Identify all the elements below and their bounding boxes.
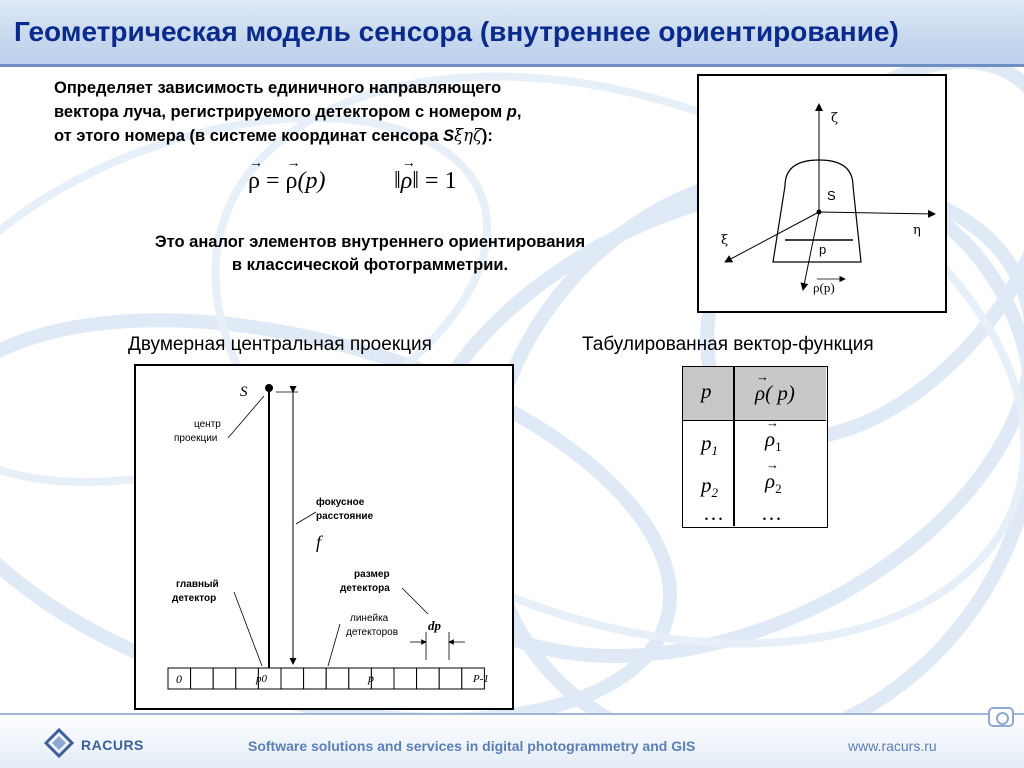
table-header-p: p	[701, 379, 712, 403]
s-label: S	[827, 188, 836, 203]
projection-center-dot	[265, 384, 273, 392]
main-detector-line2: детектор	[172, 593, 217, 604]
formula-rho-of-p	[248, 156, 326, 195]
rho-vector-norm: → ρ	[400, 156, 416, 194]
dp-label: dp	[428, 618, 441, 633]
tabulated-vector-table	[682, 366, 828, 528]
eta-label: η	[913, 223, 921, 238]
rho-ray	[803, 212, 819, 290]
detector-line-leader	[328, 624, 340, 666]
formula-unit-norm	[394, 156, 457, 195]
detector-size-leader	[402, 588, 428, 614]
cell-p0-label: p0	[256, 673, 267, 685]
focal-label-line1: фокусное	[316, 497, 365, 508]
focal-label-line2: расстояние	[316, 511, 374, 522]
s-label: S	[240, 384, 248, 400]
website-link[interactable]: www.racurs.ru	[848, 738, 937, 754]
detector-line-label2: детекторов	[346, 627, 399, 638]
table-row-2-rho: → $\rho_2$	[765, 457, 782, 497]
detector-cell	[191, 668, 214, 689]
table-header-rho-p: → ρ( p)	[755, 369, 795, 405]
intro-line-3: от этого номера (в системе координат сенсора	[54, 127, 443, 145]
center-label-line1: центр	[194, 419, 221, 430]
detector-cell	[236, 668, 259, 689]
intro-line-1: Определяет зависимость единичного направляющего	[54, 79, 502, 97]
racurs-logo-icon	[40, 724, 78, 762]
table-row-3-p: …	[703, 501, 724, 525]
title-bar	[0, 0, 1024, 66]
table-row-1-rho: → $\rho_1$	[765, 415, 782, 455]
tabulated-heading: Табулированная вектор-функция	[582, 334, 874, 355]
cell-0-label: 0	[176, 672, 182, 686]
footer-tagline: Software solutions and services in digital photogrammetry and GIS	[248, 738, 696, 754]
central-projection-diagram	[134, 364, 514, 710]
detector-line-label1: линейка	[350, 613, 389, 624]
detector-size-line1: размер	[354, 569, 390, 580]
intro-line-2-end: ,	[516, 103, 522, 121]
brand-name: RACURS	[81, 737, 144, 753]
detector-cell	[326, 668, 349, 689]
detector-cell	[417, 668, 440, 689]
intro-paragraph	[54, 76, 650, 148]
intro-var-p: p	[506, 103, 517, 121]
detector-cell	[304, 668, 327, 689]
norm-close: ‖	[412, 168, 420, 194]
main-detector-line1: главный	[176, 579, 219, 590]
table-row-3-rho: …	[761, 501, 782, 525]
main-detector-leader	[234, 592, 262, 666]
cell-last-label: P-1	[473, 673, 489, 685]
equals-sign: =	[259, 168, 286, 194]
cell-p-label: p	[368, 671, 374, 685]
intro-line-3-end: ):	[481, 127, 493, 145]
page-title: Геометрическая модель сенсора (внутреннее ориентирование)	[14, 16, 899, 47]
center-label-leader	[228, 396, 264, 438]
sensor-sketch-svg	[699, 76, 945, 311]
detector-size-line2: детектора	[340, 583, 390, 594]
projection-heading: Двумерная центральная проекция	[128, 334, 432, 355]
detector-cell	[213, 668, 236, 689]
detector-cell	[439, 668, 462, 689]
detector-cells	[168, 668, 484, 689]
sensor-coordinate-sketch	[697, 74, 947, 313]
norm-open: ‖	[394, 168, 401, 194]
table-column-separator	[733, 367, 735, 526]
table-row-1-p: $p_1$	[701, 431, 718, 459]
xi-label: ξ	[721, 233, 729, 248]
analog-line-1: Это аналог элементов внутреннего ориентирования	[154, 233, 586, 251]
equals-one: = 1	[419, 168, 457, 194]
zeta-label: ζ	[831, 111, 839, 126]
formula-arg: (p)	[297, 168, 326, 194]
xi-axis	[725, 212, 819, 262]
f-label: f	[316, 532, 322, 552]
footer-bar	[0, 713, 1024, 768]
focal-label-leader	[296, 512, 316, 524]
table-row-2-p: $p_2$	[701, 473, 718, 501]
projection-svg	[136, 366, 512, 708]
center-label-line2: проекции	[174, 433, 218, 444]
projection-center-point	[817, 210, 822, 215]
intro-sym-greek: ξηζ	[453, 126, 482, 145]
p-label: p	[819, 242, 827, 257]
detector-cell	[281, 668, 304, 689]
rho-p-label: ρ(p)	[813, 280, 835, 295]
rho-vector-lhs: → ρ	[248, 156, 263, 194]
intro-line-2: вектора луча, регистрируемого детектором с номером	[54, 103, 507, 121]
footer-divider	[0, 713, 1024, 715]
eta-axis	[819, 212, 935, 214]
title-underline	[0, 64, 1024, 67]
analog-line-2: в классической фотограмметрии.	[231, 256, 509, 274]
detector-cell	[394, 668, 417, 689]
camera-icon[interactable]	[988, 707, 1014, 727]
intro-sym-s: S	[442, 127, 454, 145]
rho-vector-rhs: → ρ	[285, 156, 301, 194]
analog-statement	[60, 231, 680, 277]
detector-cell	[371, 668, 394, 689]
